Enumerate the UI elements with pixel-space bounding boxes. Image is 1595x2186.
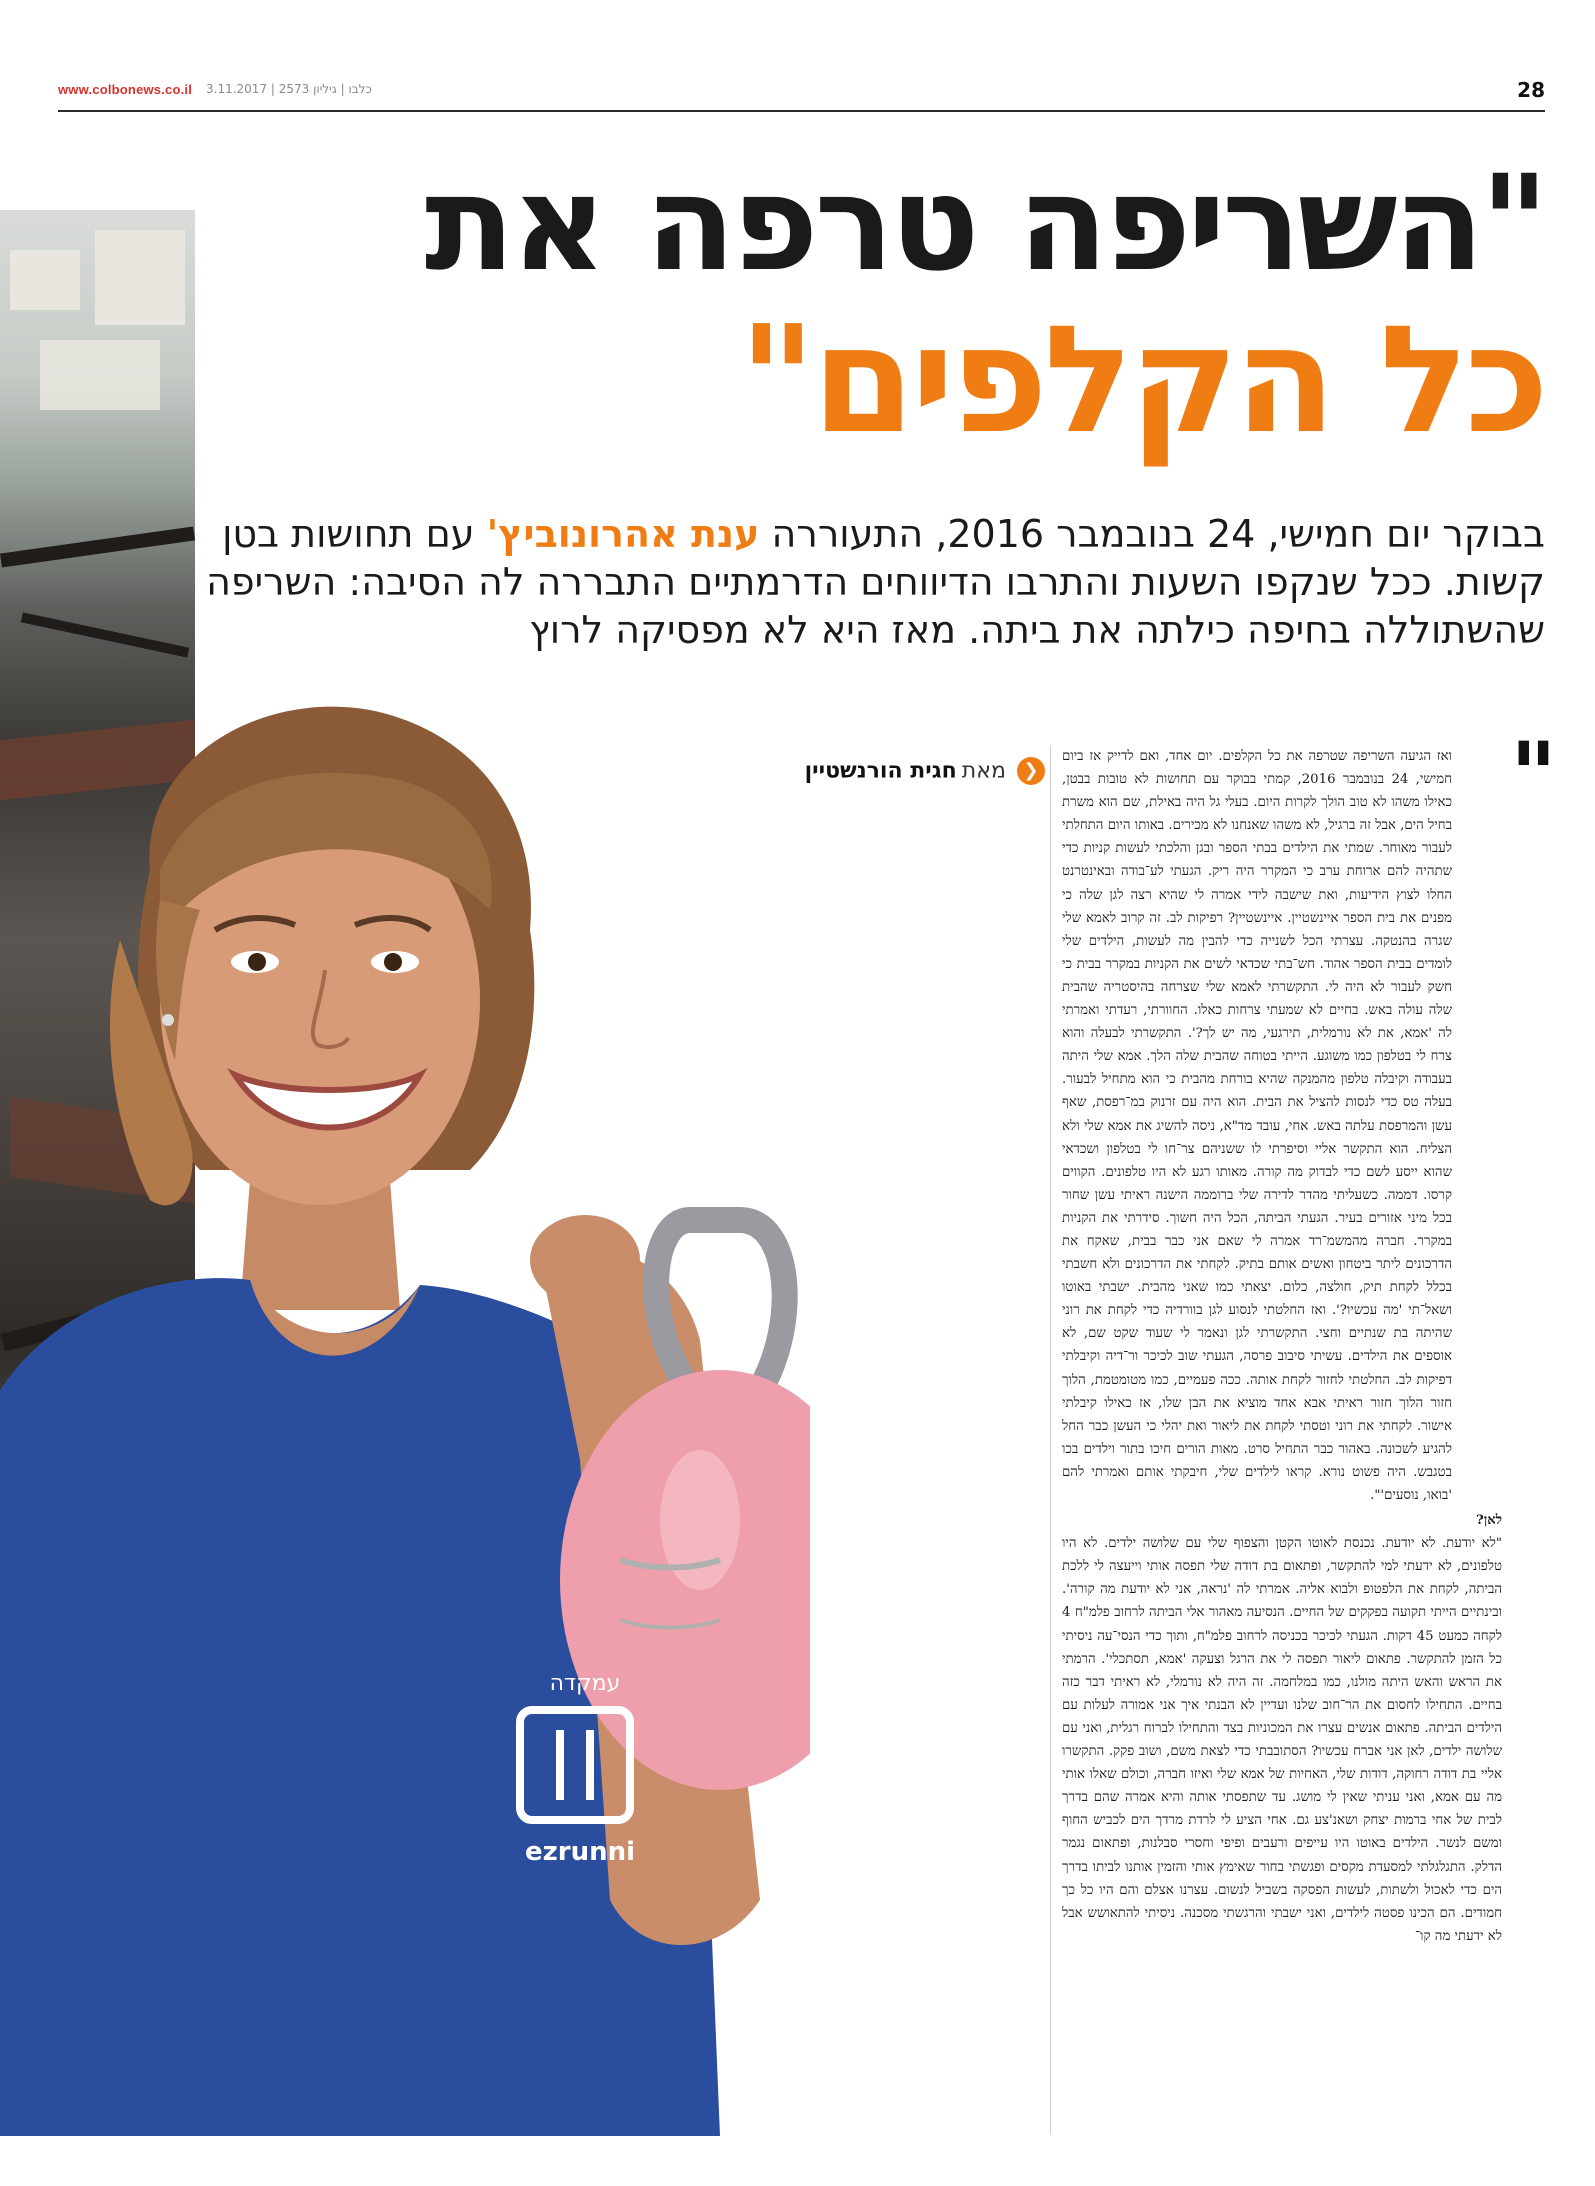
issue-info: כלבו | גיליון 2573 | 3.11.2017 [206,82,372,96]
shirt-logo-top: עמקדה [549,1671,621,1696]
shirt-logo-bottom: ezrunni [524,1837,636,1867]
article-paragraph-2: "לא יודעת. לא יודעת. נכנסת לאוטו הקטן והצפוף שלי עם שלושה ילדים. לא היו טלפונים, לא ידעתי למי להתקשר, ופתאום בת דודה שלי תפסה אותי וייעצה לי ללכת הביתה, לקחת את הלפטופ ולבוא אליה. אמרתי לה 'נראה, אני לא יודעת מה קורה'. ובינתיים הייתי תקועה בפקקים של החיים. הנסיעה מאהור אלי הביתה לרחוב פלמ"ח 4 לקחה כמעט 45 דקות. הגעתי לכיכר בכניסה לרחוב פלמ"ח, ותוך כדי הנסי־עה ניסיתי כל הזמן להתקשר. פתאום ליאור תפסה לי את הרגל וצעקה 'אמא, תסתכלי'. הרמתי את הראש והאש היתה מולנו, כמו במלחמה. זה היה לא נורמלי, לא ראיתי דבר כזה בחיים. התחילו לחסום את הר־חוב שלנו ועדיין לא הבנתי איך אני אמורה לעלות עם הילדים הביתה. פתאום אנשים עצרו את המכוניות בצד והתחילו לברוח רגלית, ואני עם שלושה ילדים, לאן אני אברח עכשיו? הסתובבתי כדי לצאת משם, ושוב פקק. התקשרו אליי בת דודה רחוקה, דודות שלי, האחיות של אמא שלי ואיזו חברה, וכולם שאלו אותי מה עם אמא, ואני עניתי שאין לי מושג. עד שתפסתי אותה והיא אמרה שהם בדרך לבית של אחי ברמות יצחק ושאנ'צע גם. אחי הציע לי לרדת מרדך הים לכביש החוף ומשם לנשר. הילדים באוטו היו עייפים ורעבים ופיפי וחסרי סבלנות, ופתאום נגמר הדלק. התגלגלתי למסעדת מקסים ופגשתי בחור שאימץ אותי והזמין אותנו לביתו בדרך הים כדי לאכול ולשתות, לעשות הפסקה בשביל לנשום. עצרנו אצלם והם היו כל כך חמודים. הם הכינו פסטה לילדים, ואני ישבתי והרגשתי מסכנה. ניסיתי להתאושש אבל לא ידעתי מה קו־ [1062,1536,1502,1944]
lead-text-end: עם תחושות בטן קשות. ככל שנקפו השעות והתרבו הדיווחים הדרמתיים התבררה לה הסיבה: השריפה שהשתוללה בחיפה כילתה את ביתה. מאז היא לא מפסיקה לרוץ [206,512,1545,652]
article-body [1062,745,1502,2135]
portrait-photo [0,700,810,2136]
headline-line-2: כל הקלפים" [738,294,1545,466]
byline-prefix: מאת [961,758,1006,784]
chevron-left-icon: ❮ [1017,757,1045,785]
byline [695,757,1045,797]
headline-line-1: "השריפה טרפה את [424,147,1545,301]
page-header [58,78,1545,106]
lead-paragraph [175,510,1545,654]
subject-name: ענת אהרונוביץ' [486,512,760,556]
lead-text-start: בבוקר יום חמישי, 24 בנובמבר 2016, התעוררה [759,512,1545,556]
header-divider [58,110,1545,112]
site-url[interactable]: www.colbonews.co.il [58,82,193,97]
page-number: 28 [1517,78,1545,102]
headline [185,147,1545,466]
interview-question: לאן? [1476,1513,1502,1529]
article-paragraph-1: ואז הגיעה השריפה שטרפה את כל הקלפים. יום אחד, ואם לדייק אז ביום חמישי, 24 בנובמבר 2016, קמתי בבוקר עם תחושות לא טובות בבטן, כאילו משהו לא טוב הולך לקרות היום. בעלי גל היה באילת, שם הוא משרת בחיל הים, אבל זה ברגיל, לא משהו שאנחנו לא מכירים. באותו היום התחלתי לעבור מאוחר. שמתי את הילדים בבתי הספר ובגן והלכתי לעשות קניות כדי שתהיה להם ארוחת ערב כי המקרר היה ריק. הגעתי לע־בודה ובאינטרנט החלו לצוץ הידיעות, ואת שישבה לידי אמרה לי שהיא רצה לגן שלה כי מפנים את בית הספר איינשטיין. איינשטיין? רפיקות לב. זה קרוב לאמא שלי שגרה בהנטקה. עצרתי הכל לשנייה כדי להבין מה לעשות, הילדים שלי לומדים בבית הספר אהוד. חש־בתי שכדאי לשים את הקניות במקרר בבית כי חשק לעבור לא היה לי. התקשרתי לאמא שלי שצרחה בהיסטריה שהבית שלה עולה באש. בחיים לא שמעתי צרחות כאלו. החוורתי, רעדתי ואמרתי לה 'אמא, את לא נורמלית, תירגעי, מה יש לך?'. התקשרתי לבעלה והוא צרח לי בטלפון כמו משוגע. הייתי בטוחה שהבית שלה הלך. אמא שלי היתה בעבודה וקיבלה טלפון מהמנקה שהיא בורחת מהבית כי הוא מתחיל לבעור. בעלה טס כדי לנסות להציל את הבית. הוא היה עם זרנוק במ־רפסת, שאף עשן והמרפסת עלתה באש. אחי, עובד מד"א, ניסה להשיג את אמא שלי ולא הצליח. הוא התקשר אליי וסיפרתי לו ששניהם צר־חו לי בטלפון ושכדאי שהוא ייסע לשם כדי לבדוק מה קורה. מאותו רגע לא היו טלפונים. הקווים קרסו. דממה. כשעליתי מהדר לדירה שלי ברוממה הישנה ראיתי עשן שחור בכל מיני אזורים בעיר. הגעתי הביתה, הכל היה חשוך. סידרתי את הקניות במקרר. חברה מהמשמ־רד אמרה לי שאם אני כבר בבית, שאקח את הדרכונים ליתר ביטחון ואשים אותם בתיק. לקחתי את הדרכונים ולא חשבתי בכלל לקחת תיק, חולצה, כלום. יצאתי כמו שאני מהבית. ישבתי באוטו ושאל־תי 'מה עכשיו?'. ואז החלטתי לנסוע לגן בוורדיה כדי לקחת את רוני שהיתה בת שנתיים וחצי. התקשרתי לגן ונאמר לי שעוד שקט שם, לא אוספים את הילדים. עשיתי סיבוב פרסה, הגעתי שוב לכיכר ור־דיה וקיבלתי דפיקות לב. החלטתי לחזור לקחת אותה. ככה פעמיים, כמו מטומטמת, הלוך חזור הלוך חזור ראיתי אבא אחד מוציא את הבן שלו, אז כאילו קיבלתי אישור. לקחתי את רוני וטסתי לקחת את ליאור ואת יהלי כי העשן כבר החל להגיע לשכונה. באהור כבר התחיל סרט. מאות הורים חיכו בתור וילדים בכו בטגבש. היה פשוט נורא. קראו לילדים שלי, חיבקתי אותם ואמרתי להם 'בואו, נוסעים'". [1062,749,1453,1503]
byline-author: חגית הורנשטיין [804,758,957,784]
column-divider [1050,745,1051,2135]
opening-quote-mark: " [1510,722,1557,828]
